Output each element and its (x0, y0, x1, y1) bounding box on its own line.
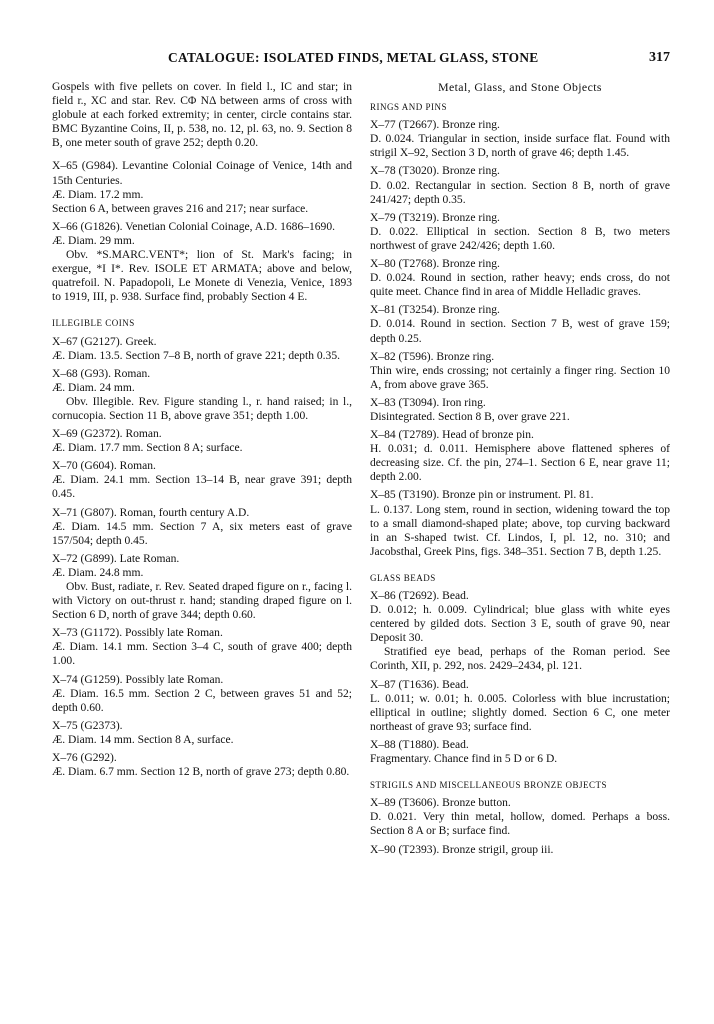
section-heading: STRIGILS AND MISCELLANEOUS BRONZE OBJECTS (370, 780, 608, 791)
entry-text: L. 0.137. Long stem, round in section, widening toward the top to a small diamond-shaped plate; above, top curving backward in an S-shaped twist. Cf. Lindos, I, pl. 12, no. 310; and Jacobsthal, Greek Pins, figs. 348–351. Section 7 B, depth 1.25. (370, 503, 670, 558)
entry-heading: X–79 (T3219). Bronze ring. (370, 211, 500, 224)
entry-text: D. 0.02. Rectangular in section. Section 8 B, north of grave 241/427; depth 0.35. (370, 179, 670, 206)
entry-text: Æ. Diam. 14.5 mm. Section 7 A, six meters east of grave 157/504; depth 0.45. (52, 520, 352, 547)
entry-heading: X–82 (T596). Bronze ring. (370, 350, 495, 363)
section-heading: RINGS AND PINS (370, 102, 448, 113)
entry-heading: X–87 (T1636). Bead. (370, 678, 469, 691)
entry-text: Obv. Illegible. Rev. Figure standing l., r. hand raised; in l., cornucopia. Section 11 B, above grave 351; depth 1.00. (52, 395, 352, 422)
entry-text: Obv. Bust, radiate, r. Rev. Seated draped figure on r., facing l. with Victory on out-thrust r. hand; standing draped figure on l. Section 6 D, north of grave 344; depth 0.60. (52, 581, 352, 622)
entry-text: Æ. Diam. 14.1 mm. Section 3–4 C, south of grave 400; depth 1.00. (52, 641, 352, 668)
entry-heading: X–85 (T3190). Bronze pin or instrument. Pl. 81. (370, 489, 594, 502)
entry-text: Fragmentary. Chance find in 5 D or 6 D. (370, 753, 558, 766)
right-column (370, 80, 670, 857)
entry-text: D. 0.024. Triangular in section, inside surface flat. Found with strigil X–92, Section 3 D, north of grave 46; depth 1.45. (370, 133, 670, 160)
entry-heading: X–81 (T3254). Bronze ring. (370, 304, 500, 317)
entry-text: Æ. Diam. 13.5. Section 7–8 B, north of grave 221; depth 0.35. (52, 349, 340, 362)
entry-text: Section 6 A, between graves 216 and 217; near surface. (52, 202, 309, 215)
entry-heading: X–72 (G899). Late Roman. (52, 552, 180, 565)
entry-heading: X–75 (G2373). (52, 719, 123, 732)
entry-text: Æ. Diam. 14 mm. Section 8 A, surface. (52, 733, 234, 746)
entry-heading: X–83 (T3094). Iron ring. (370, 396, 486, 409)
entry-text: Stratified eye bead, perhaps of the Roman period. See Corinth, XII, p. 292, nos. 2429–2434, pl. 121. (370, 646, 670, 673)
entry-text: D. 0.024. Round in section, rather heavy; ends cross, do not quite meet. Chance find in area of Middle Helladic graves. (370, 272, 670, 299)
entry-text: D. 0.022. Elliptical in section. Section 8 B, two meters northwest of grave 242/426; depth 1.60. (370, 225, 670, 252)
section-heading: GLASS BEADS (370, 572, 436, 583)
entry-heading: X–84 (T2789). Head of bronze pin. (370, 429, 534, 442)
entry-text: D. 0.012; h. 0.009. Cylindrical; blue glass with white eyes centered by gilded dots. Section 3 E, south of grave 90, near Deposit 30. (370, 604, 670, 645)
main-heading: Metal, Glass, and Stone Objects (438, 80, 602, 94)
entry-heading: X–90 (T2393). Bronze strigil, group iii. (370, 843, 554, 856)
entry-heading: X–88 (T1880). Bead. (370, 738, 469, 751)
left-column (52, 80, 352, 779)
entry-text: Æ. Diam. 16.5 mm. Section 2 C, between graves 51 and 52; depth 0.60. (52, 687, 352, 714)
entry-heading: X–89 (T3606). Bronze button. (370, 797, 511, 810)
running-header (52, 50, 670, 70)
entry-heading: X–77 (T2667). Bronze ring. (370, 119, 500, 132)
entry-heading: X–68 (G93). Roman. (52, 367, 151, 380)
entry-heading: X–66 (G1826). Venetian Colonial Coinage, A.D. 1686–1690. (52, 220, 335, 233)
catalogue-entry-continuation: Gospels with five pellets on cover. In field l., IC and star; in field r., XC and star. Rev. CΦ NΔ between arms of cross with globule at each forked extremity; in center, circle contains star. BMC Byzantine Coins, II, p. 538, no. 12, pl. 63, no. 9. Section 8 B, one meter south of grave 252; depth 0.20. (52, 81, 352, 150)
entry-text: Æ. Diam. 24 mm. (52, 381, 135, 394)
entry-text: Æ. Diam. 17.2 mm. (52, 188, 144, 201)
entry-heading: X–70 (G604). Roman. (52, 460, 156, 473)
entry-text: Æ. Diam. 24.1 mm. Section 13–14 B, near grave 391; depth 0.45. (52, 474, 352, 501)
entry-heading: X–80 (T2768). Bronze ring. (370, 258, 500, 271)
entry-text: D. 0.014. Round in section. Section 7 B, west of grave 159; depth 0.25. (370, 318, 670, 345)
entry-heading: X–74 (G1259). Possibly late Roman. (52, 673, 224, 686)
entry-text: Disintegrated. Section 8 B, over grave 221. (370, 410, 570, 423)
entry-text: Æ. Diam. 17.7 mm. Section 8 A; surface. (52, 442, 243, 455)
entry-text: Æ. Diam. 29 mm. (52, 234, 135, 247)
entry-text: L. 0.011; w. 0.01; h. 0.005. Colorless with blue incrustation; elliptical in outline; slightly domed. Section 6 C, one meter northeast of grave 93; surface find. (370, 692, 670, 733)
entry-heading: X–69 (G2372). Roman. (52, 428, 162, 441)
entry-heading: X–86 (T2692). Bead. (370, 590, 469, 602)
entry-text: D. 0.021. Very thin metal, hollow, domed. Perhaps a boss. Section 8 A or B; surface find. (370, 811, 670, 838)
section-heading: ILLEGIBLE COINS (52, 318, 135, 329)
entry-text: Thin wire, ends crossing; not certainly a finger ring. Section 10 A, from above grave 365. (370, 364, 670, 391)
entry-text: H. 0.031; d. 0.011. Hemisphere above flattened spheres of decreasing size. Cf. the pin, 274–1. Section 6 E, near grave 11; depth 2.00. (370, 443, 670, 484)
entry-text: Obv. *S.MARC.VENT*; lion of St. Mark's facing; in exergue, *I I*. Rev. ISOLE ET ARMATA; above and below, quatrefoil. N. Papadopoli, Le Monete di Venezia, Venice, 1893 to 1919, III, p. 938. Surface find, probably Section 4 E. (52, 249, 352, 304)
entry-text: Æ. Diam. 6.7 mm. Section 12 B, north of grave 273; depth 0.80. (52, 766, 350, 779)
entry-heading: X–65 (G984). Levantine Colonial Coinage of Venice, 14th and 15th Centuries. (52, 160, 352, 187)
entry-heading: X–73 (G1172). Possibly late Roman. (52, 627, 223, 640)
running-title: CATALOGUE: ISOLATED FINDS, METAL GLASS, STONE (168, 50, 539, 65)
page-number: 317 (649, 50, 670, 65)
entry-heading: X–76 (G292). (52, 752, 117, 765)
entry-heading: X–71 (G807). Roman, fourth century A.D. (52, 506, 250, 519)
entry-text: Æ. Diam. 24.8 mm. (52, 566, 144, 579)
entry-heading: X–78 (T3020). Bronze ring. (370, 165, 500, 178)
entry-heading: X–67 (G2127). Greek. (52, 335, 157, 348)
